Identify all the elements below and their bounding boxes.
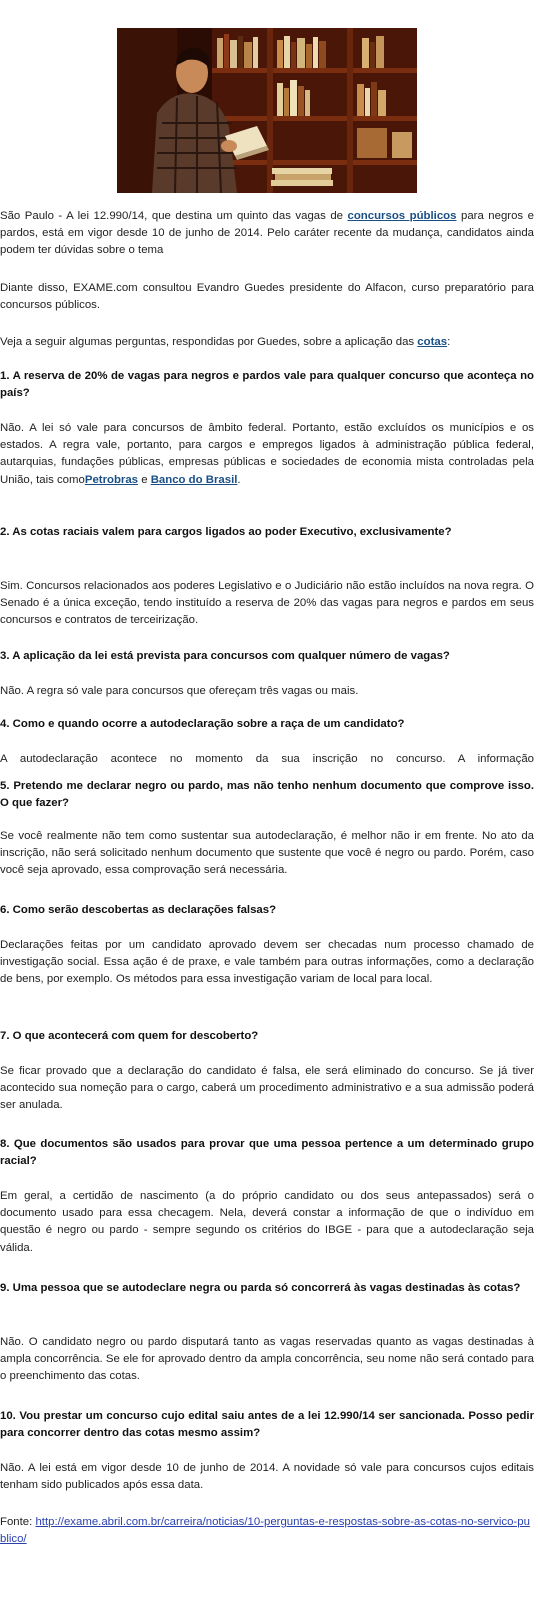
answer-7: Se ficar provado que a declaração do candidato é falsa, ele será eliminado do concurso. Se já tiver acontecido sua nomeção para o cargo, caberá um procedimento administrativo e a sua admissão poderá ser anulada. [0,1065,534,1112]
answer-6: Declarações feitas por um candidato aprovado devem ser checadas num processo chamado de investigação social. Essa ação é de praxe, e vale também para outras informações, como a declaração de bens, por exemplo. Os métodos para essa investigação variam de local para local. [0,939,534,986]
hero-image-man-reading-library [117,28,417,193]
intro-text-1b: para negros e pardos, está em vigor desde 10 de junho de 2014. Pelo caráter recente da mudança, candidatos ainda podem ter dúvidas sobre o tema [0,210,534,257]
question-8: 8. Que documentos são usados para provar que uma pessoa pertence a um determinado grupo racial? [0,1138,534,1168]
question-5: 5. Pretendo me declarar negro ou pardo, mas não tenho nenhum documento que comprove isso. O que fazer? [0,780,534,810]
answer-4: A autodeclaração acontece no momento da sua inscrição no concurso. A informação [0,753,534,765]
question-1: 1. A reserva de 20% de vagas para negros e pardos vale para qualquer concurso que aconteça no país? [0,370,534,400]
link-cotas[interactable]: cotas [417,336,448,348]
intro-paragraph-2: Diante disso, EXAME.com consultou Evandro Guedes presidente do Alfacon, curso preparatório para concursos públicos. [0,282,534,312]
answer-3: Não. A regra só vale para concursos que ofereçam três vagas ou mais. [0,685,359,697]
question-9: 9. Uma pessoa que se autodeclare negra ou parda só concorrerá às vagas destinadas às cotas? [0,1282,521,1294]
library-illustration [117,28,417,193]
answer-9: Não. O candidato negro ou pardo disputará tanto as vagas reservadas quanto as vagas destinadas à ampla concorrência. Se ele for aprovado dentro da ampla concorrência, seu nome não será contado para o preenchimento das cotas. [0,1336,534,1383]
intro-paragraph-3 [0,334,534,351]
question-4: 4. Como e quando ocorre a autodeclaração sobre a raça de um candidato? [0,718,405,730]
link-petrobras[interactable]: Petrobras [84,473,139,486]
source-line [0,1514,534,1548]
answer-1-conjunction: e [138,473,151,486]
question-7: 7. O que acontecerá com quem for descoberto? [0,1030,259,1042]
answer-1-text: Não. A lei só vale para concursos de âmbito federal. Portanto, estão excluídos os municípios e os estados. A regra vale, portanto, para cargos e empregos ligados à administração pública federal, autarquias, fundações públicas, empresas públicas e sociedades de economia mista controladas pela União, tais como [0,422,534,486]
answer-1 [0,420,534,489]
intro-text-3a: Veja a seguir algumas perguntas, respondidas por Guedes, sobre a aplicação das [0,336,418,348]
answer-1-end: . [237,473,241,486]
question-10: 10. Vou prestar um concurso cujo edital saiu antes de a lei 12.990/14 ser sancionada. Posso pedir para concorrer dentro das cotas mesmo assim? [0,1410,534,1440]
question-2: 2. As cotas raciais valem para cargos ligados ao poder Executivo, exclusivamente? [0,526,452,538]
question-6: 6. Como serão descobertas as declarações falsas? [0,904,277,916]
source-label: Fonte: [0,1516,36,1528]
link-concursos-publicos[interactable]: concursos públicos [347,210,457,222]
answer-4-clip [0,751,534,773]
intro-text-3b: : [447,336,451,348]
answer-5: Se você realmente não tem como sustentar sua autodeclaração, é melhor não ir em frente. No ato da inscrição, não será solicitado nenhum documento que sustente que você é negro ou pardo. Porém, caso você seja aprovado, essa comprovação será necessária. [0,830,534,877]
answer-8: Em geral, a certidão de nascimento (a do próprio candidato ou dos seus antepassados) será o documento usado para essa checagem. Nela, deverá constar a informação de que o indivíduo em questão é negro ou pardo - sempre segundo os critérios do IBGE - para que a autodeclaração seja válida. [0,1190,534,1254]
intro-text-1a: São Paulo - A lei 12.990/14, que destina um quinto das vagas de [0,210,348,222]
question-3: 3. A aplicação da lei está prevista para concursos com qualquer número de vagas? [0,650,450,662]
answer-10: Não. A lei está em vigor desde 10 de junho de 2014. A novidade só vale para concursos cujos editais tenham sido publicados após essa data. [0,1462,534,1492]
source-link[interactable]: http://exame.abril.com.br/carreira/noticias/10-perguntas-e-respostas-sobre-as-cotas-no-servico-publico/ [0,1516,530,1546]
answer-2: Sim. Concursos relacionados aos poderes Legislativo e o Judiciário não estão incluídos na nova regra. O Senado é a única exceção, tendo instituído a reserva de 20% das vagas para negros e pardos em seus concursos e contratos de terceirização. [0,580,534,627]
link-banco-do-brasil[interactable]: Banco do Brasil [150,473,238,486]
intro-paragraph-1 [0,208,534,260]
